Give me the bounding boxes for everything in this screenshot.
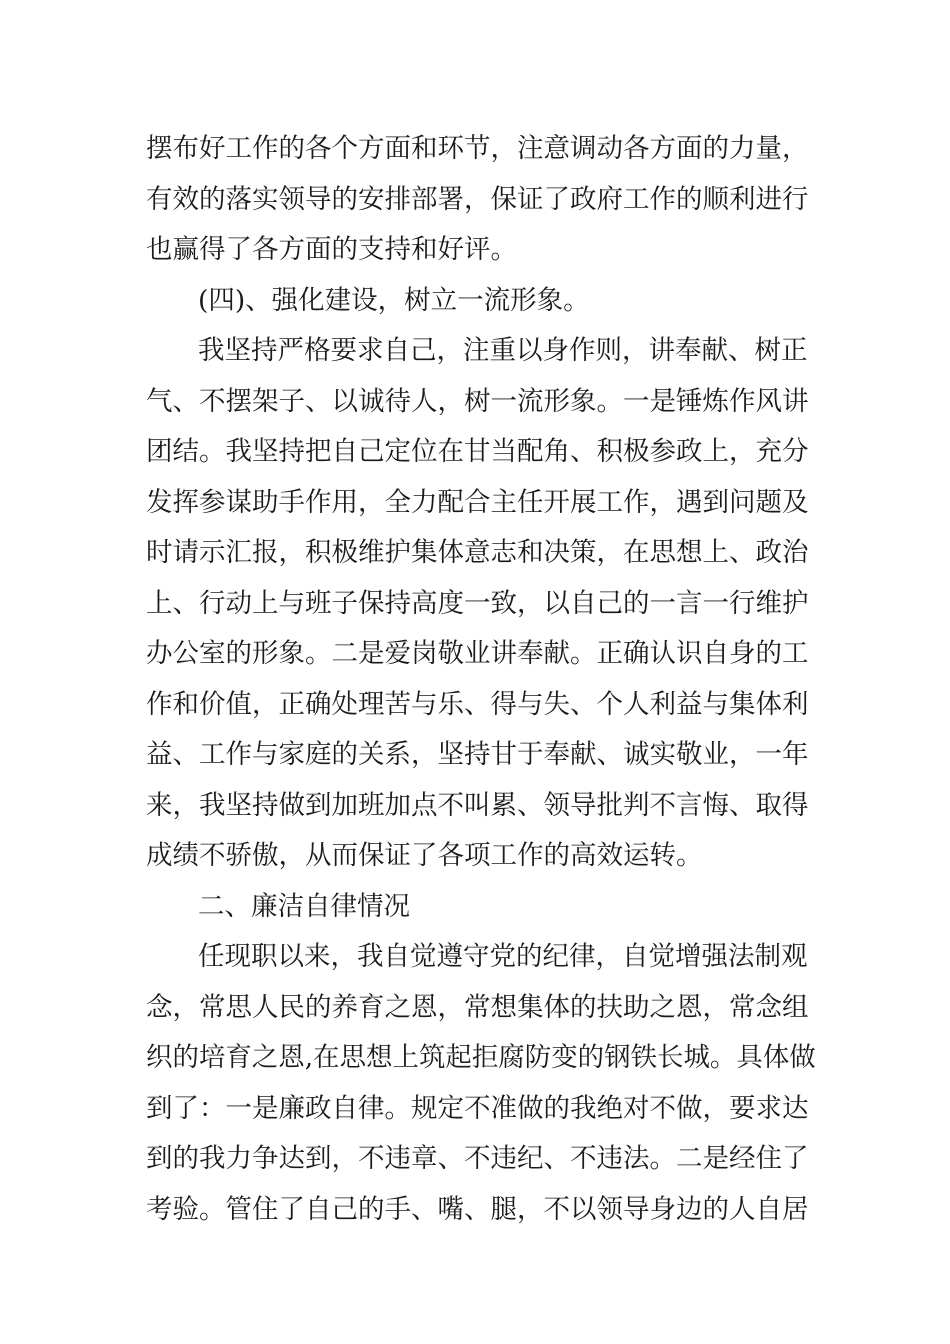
text-line: 到了：一是廉政自律。规定不准做的我绝对不做，要求达	[146, 1092, 809, 1124]
text-line: 考验。管住了自己的手、嘴、腿，不以领导身边的人自居	[146, 1193, 809, 1225]
text-line: 作和价值，正确处理苦与乐、得与失、个人利益与集体利	[146, 688, 809, 720]
section-heading: 二、廉洁自律情况	[198, 890, 410, 922]
text-line: 团结。我坚持把自己定位在甘当配角、积极参政上，充分	[146, 436, 809, 467]
text-line: 成绩不骄傲，从而保证了各项工作的高效运转。	[146, 840, 703, 871]
text-line: 到的我力争达到，不违章、不违纪、不违法。二是经住了	[146, 1143, 809, 1174]
text-line: 办公室的形象。二是爱岗敬业讲奉献。正确认识自身的工	[146, 638, 809, 669]
text-line: 摆布好工作的各个方面和环节，注意调动各方面的力量，	[146, 133, 809, 164]
paragraph-first-line: 任现职以来，我自觉遵守党的纪律，自觉增强法制观	[198, 941, 808, 972]
text-line: 益、工作与家庭的关系，坚持甘于奉献、诚实敬业，一年	[146, 739, 809, 770]
text-line: 时请示汇报，积极维护集体意志和决策，在思想上、政治	[146, 537, 809, 568]
text-line: 来，我坚持做到加班加点不叫累、领导批判不言悔、取得	[146, 789, 809, 821]
section-heading: (四)、强化建设，树立一流形象。	[198, 284, 590, 316]
text-line: 织的培育之恩,在思想上筑起拒腐防变的钢铁长城。具体做	[146, 1042, 816, 1073]
document-body	[146, 124, 816, 1235]
text-line: 有效的落实领导的安排部署，保证了政府工作的顺利进行	[146, 183, 809, 215]
text-line: 发挥参谋助手作用，全力配合主任开展工作，遇到问题及	[146, 486, 809, 518]
text-line: 也赢得了各方面的支持和好评。	[146, 234, 517, 265]
text-line: 气、不摆架子、以诚待人，树一流形象。一是锤炼作风讲	[146, 385, 809, 417]
paragraph-first-line: 我坚持严格要求自己，注重以身作则，讲奉献、树正	[198, 335, 808, 366]
text-line: 上、行动上与班子保持高度一致，以自己的一言一行维护	[146, 587, 809, 619]
text-line: 念，常思人民的养育之恩，常想集体的扶助之恩，常念组	[146, 991, 809, 1023]
